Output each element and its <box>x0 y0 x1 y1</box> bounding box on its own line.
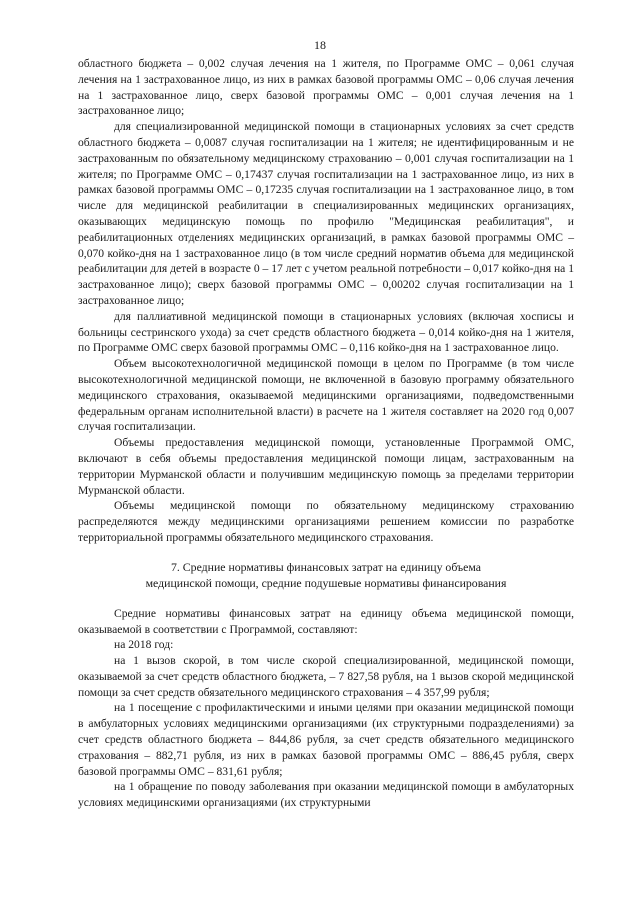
paragraph-group-volumes <box>78 56 574 546</box>
document-body <box>78 56 574 811</box>
paragraph: Объемы медицинской помощи по обязательному медицинскому страхованию распределяются между медицинскими организациями решением комиссии по разработке территориальной программы обязательного медицинского страхования. <box>78 499 574 544</box>
page-number: 18 <box>314 38 326 52</box>
paragraph: областного бюджета – 0,002 случая лечения на 1 жителя, по Программе ОМС – 0,061 случая лечения на 1 застрахованное лицо, из них в рамках базовой программы ОМС – 0,06 случая лечения на 1 застрахованное лицо, сверх базовой программы ОМС – 0,001 случая лечения на 1 застрахованное лицо; <box>78 57 574 118</box>
paragraph: Средние нормативы финансовых затрат на единицу объема медицинской помощи, оказываемой в соответствии с Программой, составляют: <box>78 606 574 636</box>
paragraph: для паллиативной медицинской помощи в стационарных условиях (включая хосписы и больницы сестринского ухода) за счет средств областного бюджета – 0,014 койко-дня на 1 жителя, по Программе ОМС сверх базовой программы ОМС – 0,116 койко-дня на 1 застрахованное лицо. <box>78 309 574 355</box>
paragraph: на 2018 год: <box>114 638 174 652</box>
paragraph: Объем высокотехнологичной медицинской помощи в целом по Программе (в том числе высокотехнологичной медицинской помощи, не включенной в базовую программу обязательного медицинского страхования, оказываемой медицинскими организациями, подведомственными федеральным органам исполнительной власти) в расчете на 1 жителя составляет на 2020 год 0,007 случая госпитализации. <box>78 357 574 434</box>
section-heading-line-1: 7. Средние нормативы финансовых затрат на единицу объема <box>171 559 481 574</box>
paragraph: на 1 вызов скорой, в том числе скорой специализированной, медицинской помощи, оказываемой за счет средств областного бюджета, – 7 827,58 рубля, на 1 вызов скорой медицинской помощи за счет средств обязательного медицинского страхования – 4 357,99 рубля; <box>78 654 574 699</box>
section-heading-line-2: медицинской помощи, средние подушевые нормативы финансирования <box>145 575 507 590</box>
paragraph-group-financing <box>78 606 574 811</box>
section-heading <box>78 559 574 591</box>
paragraph: на 1 посещение с профилактическими и иными целями при оказании медицинской помощи в амбулаторных условиях медицинскими организациями (их структурными подразделениями) за счет средств областного бюджета – 844,86 рубля, за счет средств обязательного медицинского страхования – 882,71 рубля, из них в рамках базовой программы ОМС – 886,45 рубля, сверх базовой программы ОМС – 831,61 рубля; <box>78 701 574 778</box>
paragraph: на 1 обращение по поводу заболевания при оказании медицинской помощи в амбулаторных условиях медицинскими организациями (их структурными <box>78 780 574 810</box>
paragraph: для специализированной медицинской помощи в стационарных условиях за счет средств областного бюджета – 0,0087 случая госпитализации на 1 жителя; не идентифицированным и не застрахованным по обязательному медицинскому страхованию – 0,001 случая госпитализации на 1 жителя; по Программе ОМС – 0,17437 случая госпитализации на 1 застрахованное лицо, из них в рамках базовой программы ОМС – 0,17235 случая госпитализации на 1 застрахованное лицо, в том числе для медицинской реабилитации в специализированных медицинских организациях, оказывающих медицинскую помощь по профилю "Медицинская реабилитация", и реабилитационных отделениях медицинских организаций, в рамках базовой программы ОМС – 0,070 койко-дня на 1 застрахованное лицо (в том числе средний норматив объема для медицинской реабилитации для детей в возрасте 0 – 17 лет с учетом реальной потребности – 0,017 койко-дня на 1 застрахованное лицо); сверх базовой программы ОМС – 0,00202 случая госпитализации на 1 застрахованное лицо; <box>78 120 574 307</box>
paragraph: Объемы предоставления медицинской помощи, установленные Программой ОМС, включают в себя объемы предоставления медицинской помощи лицам, застрахованным на территории Мурманской области и получившим медицинскую помощь за пределами территории Мурманской области. <box>78 436 574 497</box>
